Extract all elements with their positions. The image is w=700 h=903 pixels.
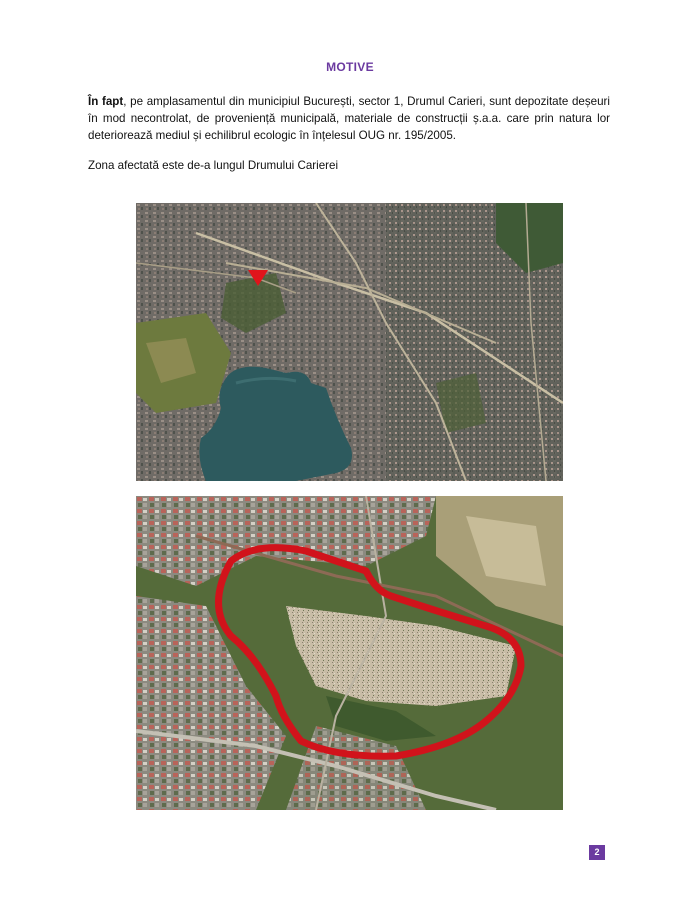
affected-zone-text: Zona afectată este de-a lungul Drumului Carierei [88, 159, 339, 172]
satellite-overview-map [136, 203, 563, 481]
page-number-badge: 2 [589, 845, 605, 860]
satellite-detail-map [136, 496, 563, 810]
paragraph-text: , pe amplasamentul din municipiul București, sector 1, Drumul Carieri, sunt depozitate deșeuri în mod necontrolat, de proveniență municipală, materiale de construcții ș.a.a. care prin natura lor deteriorează mediul și echilibrul ecologic în înțelesul OUG nr. 195/2005. [88, 95, 610, 142]
paragraph-lead: În fapt [88, 95, 124, 108]
motive-paragraph [88, 93, 610, 144]
page-heading: MOTIVE [326, 60, 374, 74]
